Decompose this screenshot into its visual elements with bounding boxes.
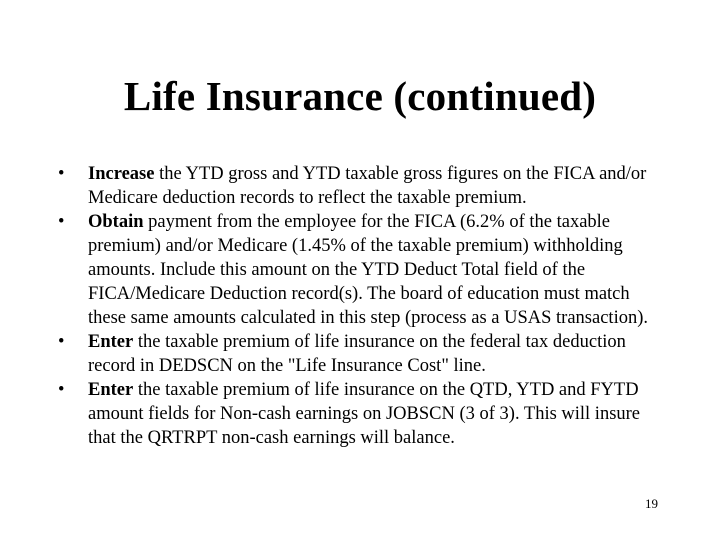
bullet-text: the YTD gross and YTD taxable gross figures on the FICA and/or Medicare deduction records to reflect the taxable premium.: [88, 164, 647, 208]
bullet-text: payment from the employee for the FICA (6.2% of the taxable premium) and/or Medicare (1.45% of the taxable premium) withholding amounts. Include this amount on the YTD Deduct Total field of the FICA/Medicare Deduction record(s). The board of education must match these same amounts calculated in this step (process as a USAS transaction).: [88, 212, 648, 328]
page-number: 19: [645, 496, 658, 511]
bullet-icon: •: [58, 332, 65, 352]
bullet-icon: •: [58, 212, 65, 232]
slide-title: Life Insurance (continued): [123, 73, 597, 119]
bullet-lead: Enter: [88, 332, 134, 352]
bullet-lead: Obtain: [88, 212, 144, 232]
bullet-icon: •: [58, 164, 65, 184]
bullet-icon: •: [58, 380, 65, 400]
bullet-list: [58, 162, 668, 450]
bullet-lead: Enter: [88, 380, 134, 400]
bullet-lead: Increase: [88, 164, 155, 184]
bullet-text: the taxable premium of life insurance on the QTD, YTD and FYTD amount fields for Non-cash earnings on JOBSCN (3 of 3). This will insure that the QRTRPT non-cash earnings will balance.: [88, 380, 641, 448]
bullet-item-increase: [58, 162, 668, 210]
bullet-text: the taxable premium of life insurance on the federal tax deduction record in DEDSCN on the "Life Insurance Cost" line.: [88, 332, 626, 376]
bullet-item-enter-federal: [58, 330, 668, 378]
bullet-item-enter-jobscn: [58, 378, 668, 450]
bullet-item-obtain: [58, 210, 668, 330]
